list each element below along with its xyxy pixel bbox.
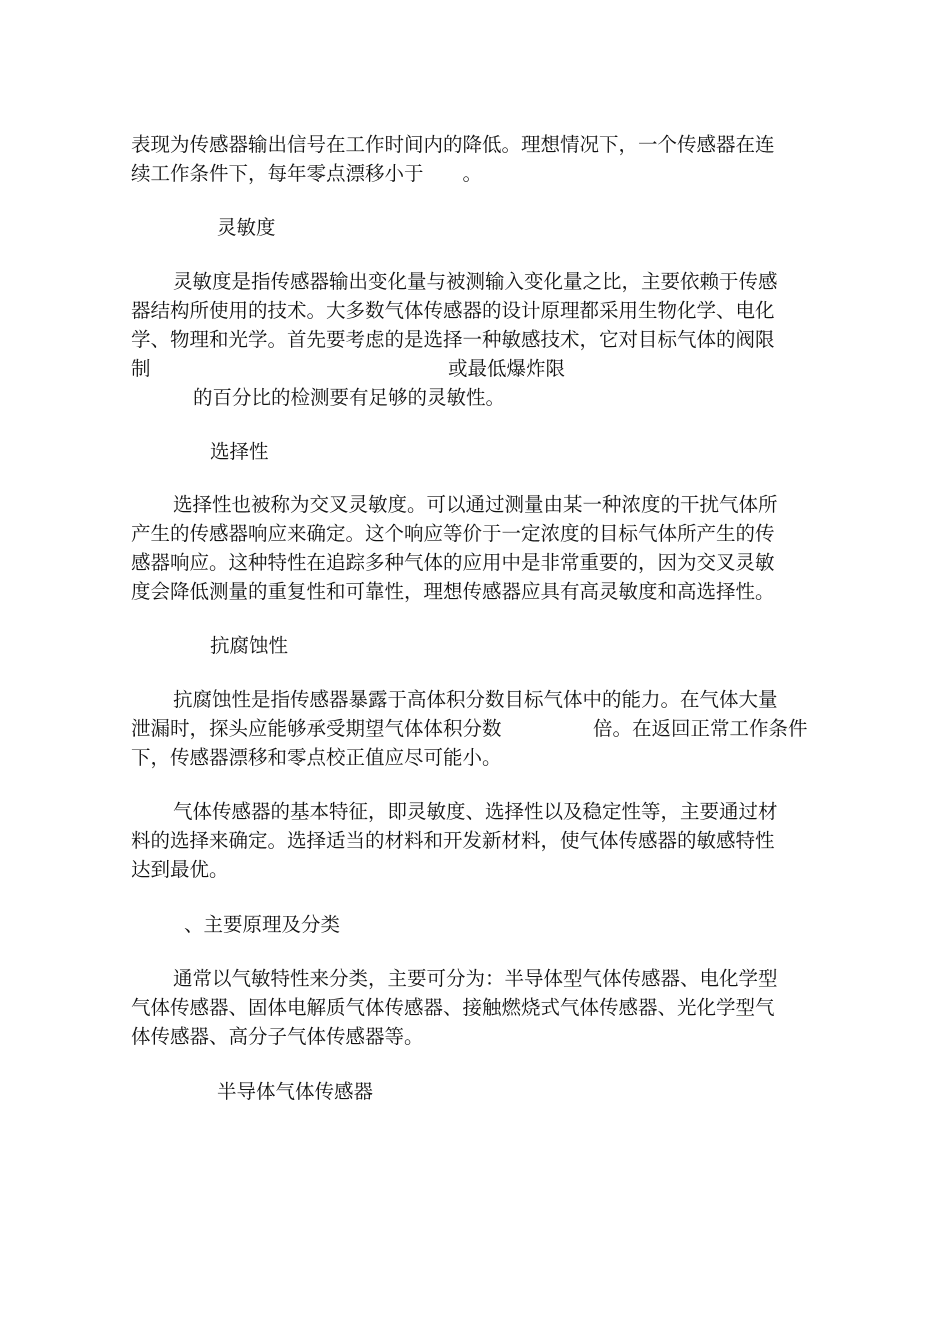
sensitivity-line-5: 的百分比的检测要有足够的灵敏性。 bbox=[193, 386, 506, 409]
sensitivity-line-1: 灵敏度是指传感器输出变化量与被测输入变化量之比，主要依赖于传感 bbox=[173, 270, 778, 293]
selectivity-line-1: 选择性也被称为交叉灵敏度。可以通过测量由某一种浓度的干扰气体所 bbox=[173, 493, 778, 516]
selectivity-line-3: 感器响应。这种特性在追踪多种气体的应用中是非常重要的，因为交叉灵敏 bbox=[131, 551, 775, 574]
selectivity-line-4: 度会降低测量的重复性和可靠性，理想传感器应具有高灵敏度和高选择性。 bbox=[131, 580, 775, 603]
intro-line-1: 表现为传感器输出信号在工作时间内的降低。理想情况下，一个传感器在连 bbox=[131, 133, 775, 156]
sensitivity-line-3: 学、物理和光学。首先要考虑的是选择一种敏感技术，它对目标气体的阀限 bbox=[131, 328, 775, 351]
sensitivity-line-2: 器结构所使用的技术。大多数气体传感器的设计原理都采用生物化学、电化 bbox=[131, 299, 775, 322]
intro-line-2: 续工作条件下，每年零点漂移小于 。 bbox=[131, 162, 483, 185]
sensitivity-line-4b: 或最低爆炸限 bbox=[448, 357, 566, 380]
summary-line-1: 气体传感器的基本特征，即灵敏度、选择性以及稳定性等，主要通过材 bbox=[173, 800, 778, 823]
principles-line-2: 气体传感器、固体电解质气体传感器、接触燃烧式气体传感器、光化学型气 bbox=[131, 996, 775, 1019]
summary-line-3: 达到最优。 bbox=[131, 858, 229, 881]
semiconductor-heading: 半导体气体传感器 bbox=[217, 1080, 374, 1103]
corrosion-line-3: 下，传感器漂移和零点校正值应尽可能小。 bbox=[131, 746, 502, 769]
sensitivity-heading: 灵敏度 bbox=[217, 216, 276, 239]
corrosion-line-1: 抗腐蚀性是指传感器暴露于高体积分数目标气体中的能力。在气体大量 bbox=[173, 688, 778, 711]
corrosion-line-2a: 泄漏时，探头应能够承受期望气体体积分数 bbox=[131, 717, 502, 740]
principles-line-1: 通常以气敏特性来分类，主要可分为：半导体型气体传感器、电化学型 bbox=[173, 967, 778, 990]
selectivity-heading: 选择性 bbox=[210, 440, 269, 463]
principles-heading: 、主要原理及分类 bbox=[184, 913, 341, 936]
corrosion-line-2b: 倍。在返回正常工作条件 bbox=[593, 717, 808, 740]
sensitivity-line-4a: 制 bbox=[131, 357, 151, 380]
summary-line-2: 料的选择来确定。选择适当的材料和开发新材料，使气体传感器的敏感特性 bbox=[131, 829, 775, 852]
selectivity-line-2: 产生的传感器响应来确定。这个响应等价于一定浓度的目标气体所产生的传 bbox=[131, 522, 775, 545]
principles-line-3: 体传感器、高分子气体传感器等。 bbox=[131, 1025, 424, 1048]
corrosion-heading: 抗腐蚀性 bbox=[210, 634, 289, 657]
